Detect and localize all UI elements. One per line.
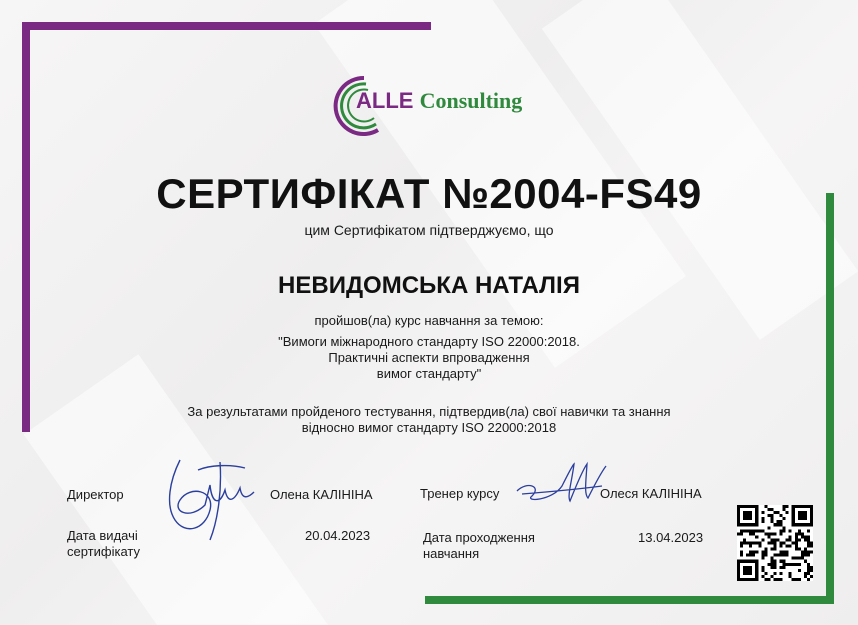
- frame-bottom-green: [425, 596, 834, 604]
- recipient-name: НЕВИДОМСЬКА НАТАЛІЯ: [278, 272, 580, 299]
- certificate-subtitle: цим Сертифікатом підтверджуємо, що: [304, 222, 554, 238]
- trainer-name: Олеся КАЛІНІНА: [600, 486, 702, 501]
- certificate-title: СЕРТИФІКАТ №2004-FS49: [156, 170, 702, 217]
- training-date-label: [423, 530, 535, 562]
- passed-text: пройшов(ла) курс навчання за темою:: [314, 313, 544, 328]
- frame-right-green: [826, 193, 834, 603]
- result-line: відносно вимог стандарту ISO 22000:2018: [301, 420, 557, 435]
- result-line: За результатами пройденого тестування, підтвердив(ла) свої навички та знання: [187, 404, 671, 419]
- logo-text: [356, 88, 522, 114]
- trainer-signature-icon: [512, 456, 612, 506]
- course-line: Практичні аспекти впровадження: [328, 350, 530, 365]
- logo-brand: ALLE: [356, 88, 414, 113]
- training-date-label-line: Дата проходження: [423, 530, 535, 545]
- issue-date-value: 20.04.2023: [305, 528, 371, 543]
- course-line: "Вимоги міжнародного стандарту ISO 22000:2018.: [278, 334, 580, 349]
- course-line: вимог стандарту": [376, 366, 482, 381]
- director-label: Директор: [67, 487, 124, 502]
- director-signature-icon: [150, 450, 260, 545]
- logo-suffix: Consulting: [419, 88, 523, 113]
- issue-date-label-line: сертифікату: [67, 544, 140, 559]
- training-date-label-line: навчання: [423, 546, 480, 561]
- director-name: Олена КАЛІНІНА: [270, 487, 373, 502]
- course-title: [0, 334, 858, 382]
- trainer-label: Тренер курсу: [420, 486, 500, 501]
- issue-date-label-line: Дата видачі: [67, 528, 138, 543]
- qr-code-icon[interactable]: [737, 505, 813, 581]
- training-date-value: 13.04.2023: [638, 530, 704, 545]
- issue-date-label: [67, 528, 140, 560]
- frame-top-purple: [22, 22, 431, 30]
- result-text: [0, 404, 858, 436]
